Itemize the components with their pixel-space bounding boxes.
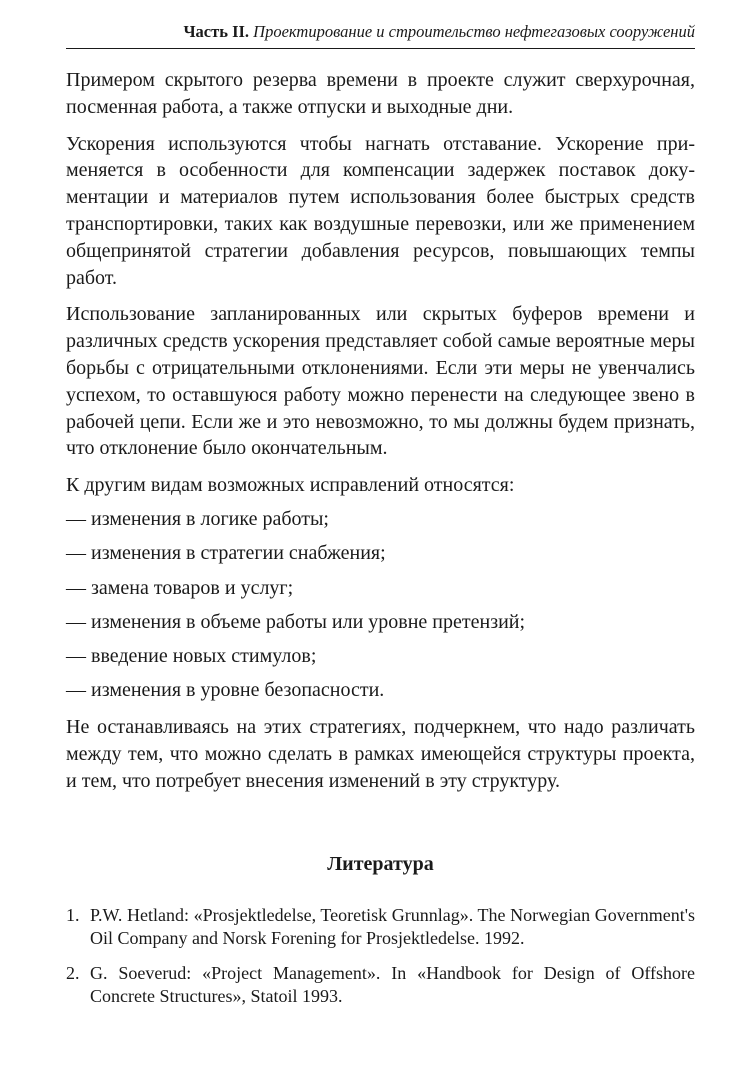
list-item: — введение новых стимулов; xyxy=(66,645,317,668)
references-list xyxy=(66,904,695,1020)
list-item: — изменения в стратегии снабжения; xyxy=(66,542,386,565)
paragraph: Использование запланированных или скрытых буферов времени и различных средств ускорения представляет собой самые вероятные меры борьбы с отрицательными отклонениями. Если эти меры не увенчались успехом, то оставшуюся работу можно перенести на следующее звено в рабочей цепи. Если же и это невозможно, то мы должны будем признать, что отклонение было окончательным. xyxy=(66,303,695,460)
reference-number: 2. xyxy=(66,963,80,983)
list-item: — изменения в логике работы; xyxy=(66,507,329,530)
body-text xyxy=(66,67,695,805)
closing-paragraph: Не останавливаясь на этих стратегиях, подчеркнем, что надо различать между тем, что можно сделать в рамках имеющейся структуры проекта, и тем, что потребует внесения изменений в эту структуру. xyxy=(66,716,695,792)
paragraph: Примером скрытого резерва времени в проекте служит сверхурочная, посменная работа, а также отпуски и выходные дни. xyxy=(66,69,695,118)
references-heading: Литература xyxy=(327,853,434,875)
header-part: Часть II. xyxy=(183,22,250,41)
paragraph: Ускорения используются чтобы нагнать отставание. Ускорение применяется в особенности для компенсации задержек поставок документации и материалов путем использования более быстрых средств транспортировки, таких как воздушные перевозки, или же применением общепринятой стратегии добавления ресурсов, повышающих темпы работ. xyxy=(66,132,695,289)
reference-item xyxy=(66,904,695,950)
running-header xyxy=(66,22,695,49)
corrections-list xyxy=(66,506,695,704)
list-item: — изменения в объеме работы или уровне претензий; xyxy=(66,610,526,633)
reference-item xyxy=(66,962,695,1008)
list-item: — замена товаров и услуг; xyxy=(66,576,294,599)
reference-text: G. Soeverud: «Project Management». In «Handbook for Design of Offshore Concrete Structures», Statoil 1993. xyxy=(90,963,695,1006)
reference-text: P.W. Hetland: «Prosjektledelse, Teoretisk Grunnlag». The Norwegian Government's Oil Company and Norsk Forening for Prosjektledelse. 1992. xyxy=(90,905,695,948)
reference-number: 1. xyxy=(66,905,80,925)
header-title: Проектирование и строительство нефтегазовых сооружений xyxy=(253,22,695,41)
list-item: — изменения в уровне безопасности. xyxy=(66,679,385,702)
list-intro: К другим видам возможных исправлений относятся: xyxy=(66,474,515,497)
